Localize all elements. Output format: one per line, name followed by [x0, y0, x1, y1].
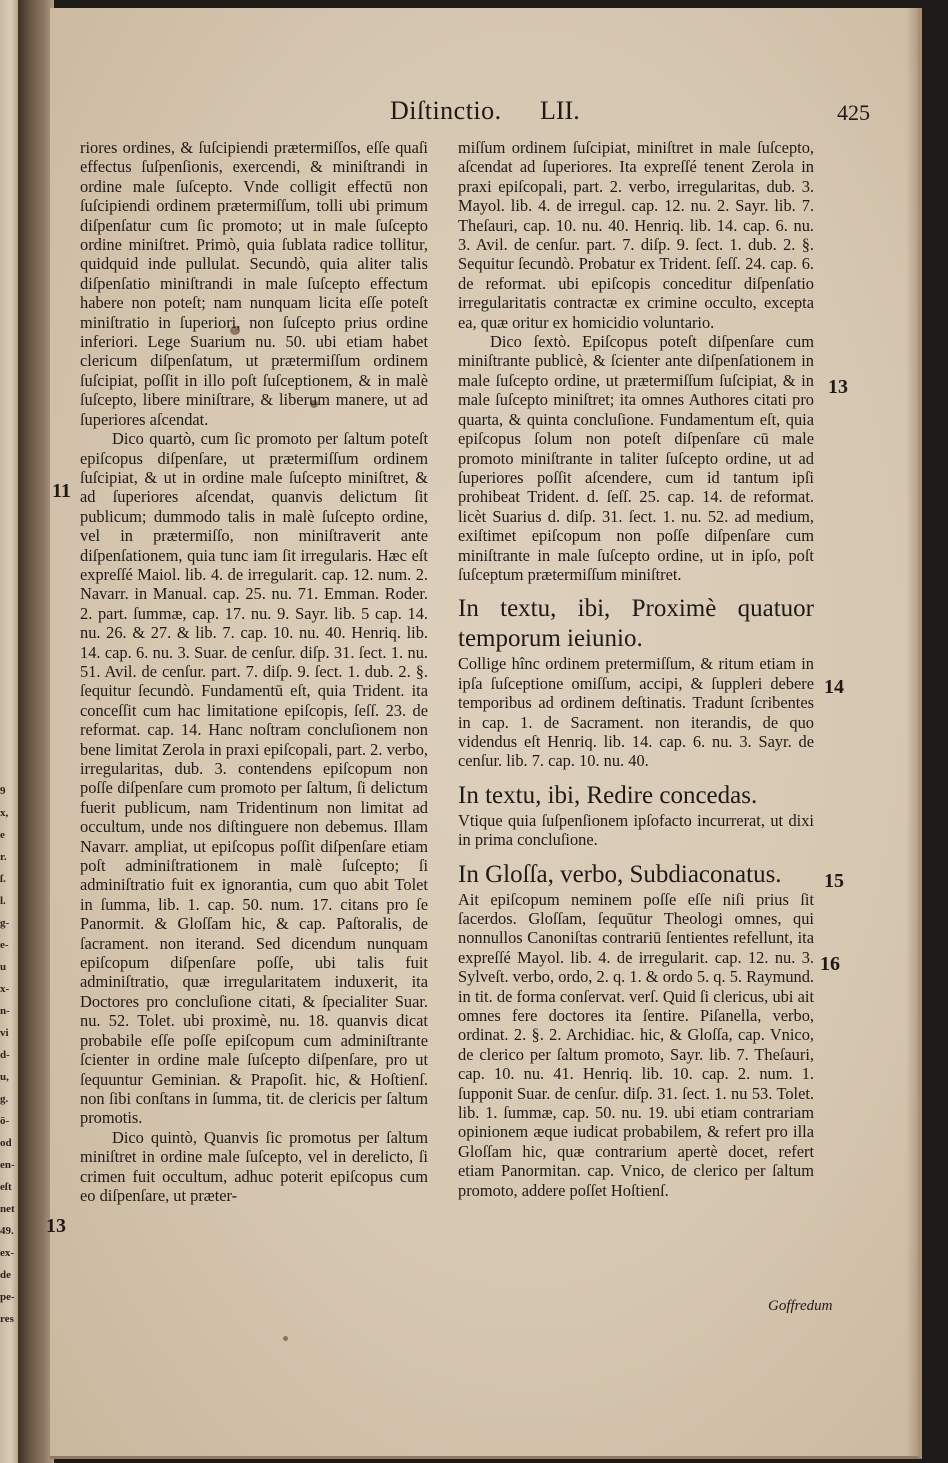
facing-page-fragment: res [0, 1313, 14, 1325]
book-page [46, 8, 922, 1459]
facing-page-edge [0, 0, 18, 1463]
facing-page-fragment: e [0, 829, 5, 841]
facing-page-fragment: u, [0, 1071, 9, 1083]
margin-number-14: 14 [824, 676, 844, 698]
page-number: 425 [837, 100, 870, 125]
facing-page-fragment: ſ. [0, 873, 6, 885]
facing-page-fragment: r. [0, 851, 7, 863]
paragraph-dico-quarto: Dico quartò, cum ſic promoto per ſaltum poteſt epiſcopus diſpenſare, ut prætermiſſum ordinem ſuſcipiat, & ut in ordine male ſuſcepto miniſtret, & ad ſuperiores aſcendat, quanvis delictum ſit publicum; dummodo talis in malè ſuſcepto ordine, vel in prætermiſſo, non miniſtraverit ante diſpenſationem, quia tunc iam ſit irregularis. Hæc eſt expreſſé Maiol. lib. 4. de irregularit. cap. 12. num. 2. Navarr. in Manual. cap. 25. nu. 71. Emman. Roder. 2. part. ſummæ, cap. 17. nu. 9. Sayr. lib. 5 cap. 14. nu. 26. & 27. & lib. 7. cap. 10. nu. 40. Henriq. lib. 14. cap. 6. nu. 3. Suar. de cenſur. diſp. 31. ſect. 1. nu. 51. Avil. de cenſur. part. 7. diſp. 9. ſect. 1. dub. 2. §. ſequitur ſecundò. Fundamentū eſt, quia Trident. ita conceſſit cum hac limitatione epiſcopis, ſeſſ. 23. de reformat. cap. 14. Hanc noſtram concluſionem non bene limitat Zerola in praxi epiſcopali, part. 2. verbo, irregularitas, dub. 3. contendens epiſcopum non poſſe diſpenſare cum promoto per ſaltum, ſi delictum fuerit publicum, nam Tridentinum non limitat ad occultum, unde nos diſtinguere non debemus. Illam Navarr. ampliat, ut epiſcopus poſſit diſpenſare etiam poſt adminiſtrationem in malè ſuſcepto; ſi adminiſtratio fuit ex ignorantia, cum quo abit Tolet in ſumma, lib. 1. cap. 50. num. 17. citans pro ſe Panormit. & Gloſſam hic, & cap. Paſtoralis, de ſacrament. non iterand. Sed dicendum nunquam epiſcopum diſpenſare poſſe, ubi talis fuit adminiſtratio, quæ irregularitatem induxerit, ita Doctores pro concluſione citati, & ſpecialiter Suar. nu. 52. Tolet. ubi proximè, nu. 18. quanvis dicat probabile eſſe poſſe epiſcopum cum adminiſtrante ſcienter in ordine male ſuſcepto diſpenſare, pro ut ſequuntur Geminian. & Prapoſit. hic, & Hoſtienſ. non ſibi conſtans in ſumma, tit. de clericis per ſaltum promotis. [80, 429, 428, 1128]
running-head: Diſtinctio. [390, 96, 502, 125]
facing-page-fragment: ex- [0, 1247, 15, 1259]
facing-page-fragment: n- [0, 1005, 10, 1017]
margin-number-13-left: 13 [46, 1215, 66, 1237]
facing-page-fragment: g. [0, 1093, 9, 1105]
right-column [458, 138, 814, 1200]
distinction-number: LII. [540, 96, 580, 125]
facing-page-fragment: x, [0, 807, 9, 819]
facing-page-fragment: od [0, 1137, 12, 1149]
page-header [390, 96, 870, 126]
lemma-text-glossa: Ait epiſcopum neminem poſſe eſſe niſi prius ſit ſacerdos. Gloſſam, ſequūtur Theologi omnes, qui nonnullos Canoniſtas contrariū ſentientes refellunt, ita expreſſé Mayol. lib. 4. de irregularit. cap. 12. nu. 3. Sylveſt. verbo, ordo, 2. q. 1. & ordo 5. q. 5. Raymund. in tit. de forma conſervat. verſ. Quid ſi clericus, ubi ait omnes fere doctores ita ſentire. Piſanella, verbo, ordinat. 2. §. 2. Archidiac. hic, & Gloſſa, cap. Vnico, de clerico per ſaltum promoto, Sayr. lib. 7. Theſauri, cap. 10. nu. 41. Henriq. lib. 10. cap. 2. num. 1. ſupponit Suar. de cenſur. diſp. 31. ſect. 1. nu 53. Tolet. lib. 1. ſummæ, cap. 50. nu. 19. ubi etiam contrariam opinionem æque iudicat probabilem, & refert pro illa Gloſſam hic, quæ contrarium apertè docet, refert etiam Panormitan. cap. Vnico, de clerico per ſaltum promoto, addere poſſet Hoſtienſ. [458, 889, 814, 1200]
book-gutter [18, 0, 54, 1463]
lemma-heading-redire: In textu, ibi, Redire concedas. [458, 781, 758, 809]
facing-page-fragment: x- [0, 983, 10, 995]
page-edge-shadow [906, 8, 918, 1456]
facing-page-fragment: en- [0, 1159, 15, 1171]
paragraph-continuation-right: miſſum ordinem ſuſcipiat, miniſtret in male ſuſcepto, aſcendat ad ſuperiores. Ita expreſſé tenent Zerola in praxi epiſcopali, part. 2. verbo, irregularitas, dub. 3. Mayol. lib. 4. de irregul. cap. 12. nu. 2. Sayr. lib. 7. Theſauri, cap. 10. nu. 40. Henriq. lib. 14. cap. 6. nu. 3. Avil. de cenſur. part. 7. diſp. 9. ſect. 1. dub. 2. §. Sequitur ſecundò. Probatur ex Trident. ſeſſ. 24. cap. 6. de reformat. ubi epiſcopis conceditur diſpenſatio irregularitatis contractæ ex crimine occulto, excepta ea, quæ oritur ex homicidio voluntario. [458, 138, 814, 332]
lemma-text-proxime: Collige hînc ordinem pretermiſſum, & ritum etiam in ipſa ſuſceptione omiſſum, accipi, & ſuppleri debere temporibus ad ordinem deſtinatis. Tradunt ſcribentes in cap. 1. de Sacrament. non iterandis, de quo videndus eſt Henriq. lib. 14. cap. 6. nu. 3. Sayr. de cenſur. lib. 7. cap. 10. nu. 40. [458, 654, 814, 771]
ink-stain [283, 1336, 288, 1341]
facing-page-fragment: ō- [0, 1115, 10, 1127]
facing-page-fragment: net [0, 1203, 15, 1215]
facing-page-fragment: u [0, 961, 7, 973]
facing-page-fragment: de [0, 1269, 11, 1281]
catchword: Goffredum [768, 1298, 833, 1314]
facing-page-fragment: 49. [0, 1225, 14, 1237]
margin-number-15: 15 [824, 870, 844, 892]
margin-number-13: 13 [828, 376, 848, 398]
facing-page-fragment: g- [0, 917, 10, 929]
paragraph-dico-sexto: Dico ſextò. Epiſcopus poteſt diſpenſare cum miniſtrante publicè, & ſcienter ante diſpenſationem in male ſuſcepto ordine, ut prætermiſſum ſuſcipiat, & in male ſuſcepto miniſtret; ita omnes Authores citati pro quarta, & quinta concluſione. Fundamentum eſt, quia epiſcopus ſolum non poteſt diſpenſare cū male promoto miniſtrante in taliter ſuſcepto ordine, ut ad ſuperiores poſſit aſcendere, cum id tantum ipſi prohibeat Trident. d. ſeſſ. 25. cap. 14. de reformat. licèt Suarius d. diſp. 31. ſect. 1. nu. 52. ad medium, exiſtimet epiſcopum non poſſe diſpenſare cum miniſtrante in male ſuſcepto ordine, ut in ipſo, poſt ſuſceptum prætermiſſum miniſtret. [458, 332, 814, 584]
paragraph-continuation: riores ordines, & ſuſcipiendi prætermiſſos, eſſe quaſi effectus ſuſpenſionis, exercendi, & miniſtrandi in ordine male ſuſcepto. Vnde colligit effectū non ſuſcipiendi ordinem prætermiſſum, tolli ubi primum diſpenſatur cum ſic promoto; ut in male ſuſcepto ordine miniſtret. Primò, quia ſublata radice tollitur, quidquid inde pullulat. Secundò, quia aliter talis diſpenſatio miniſtrandi in male ſuſcepto effectum habere non poteſt; nam nunquam licita eſſe poteſt miniſtratio in ſuperiori, non ſuſcepto prius ordine inferiori. Lege Suarium nu. 50. ubi etiam habet clericum diſpenſatum, ut prætermiſſum ordinem ſuſcipiat, poſſit in illo poſt ſuſceptionem, & in malè ſuſcepto, libere miniſtrare, & liberum manere, ut ad ſuperiores aſcendat. [80, 138, 428, 429]
facing-page-fragment: 9 [0, 785, 6, 797]
facing-page-fragment: d- [0, 1049, 10, 1061]
facing-page-fragment: vi [0, 1027, 9, 1039]
facing-page-fragment: l. [0, 895, 6, 907]
lemma-heading-glossa: In Gloſſa, verbo, Subdiaconatus. [458, 860, 782, 888]
facing-page-text-fragments [0, 780, 16, 1330]
lemma-text-redire: Vtique quia ſuſpenſionem ipſofacto incurrerat, ut dixi in prima concluſione. [458, 810, 814, 850]
facing-page-fragment: pe- [0, 1291, 15, 1303]
margin-number-11: 11 [52, 480, 71, 502]
lemma-heading-proxime: In textu, ibi, Proximè quatuor temporum ieiunio. [458, 595, 814, 653]
paragraph-dico-quinto: Dico quintò, Quanvis ſic promotus per ſaltum miniſtret in ordine male ſuſcepto, vel in derelicto, ſi crimen fuit occultum, adhuc poterit epiſcopus cum eo diſpenſare, ut præter- [80, 1127, 428, 1205]
margin-number-16: 16 [820, 953, 840, 975]
left-column [80, 138, 428, 1205]
facing-page-fragment: eſt [0, 1181, 12, 1193]
facing-page-fragment: e- [0, 939, 9, 951]
